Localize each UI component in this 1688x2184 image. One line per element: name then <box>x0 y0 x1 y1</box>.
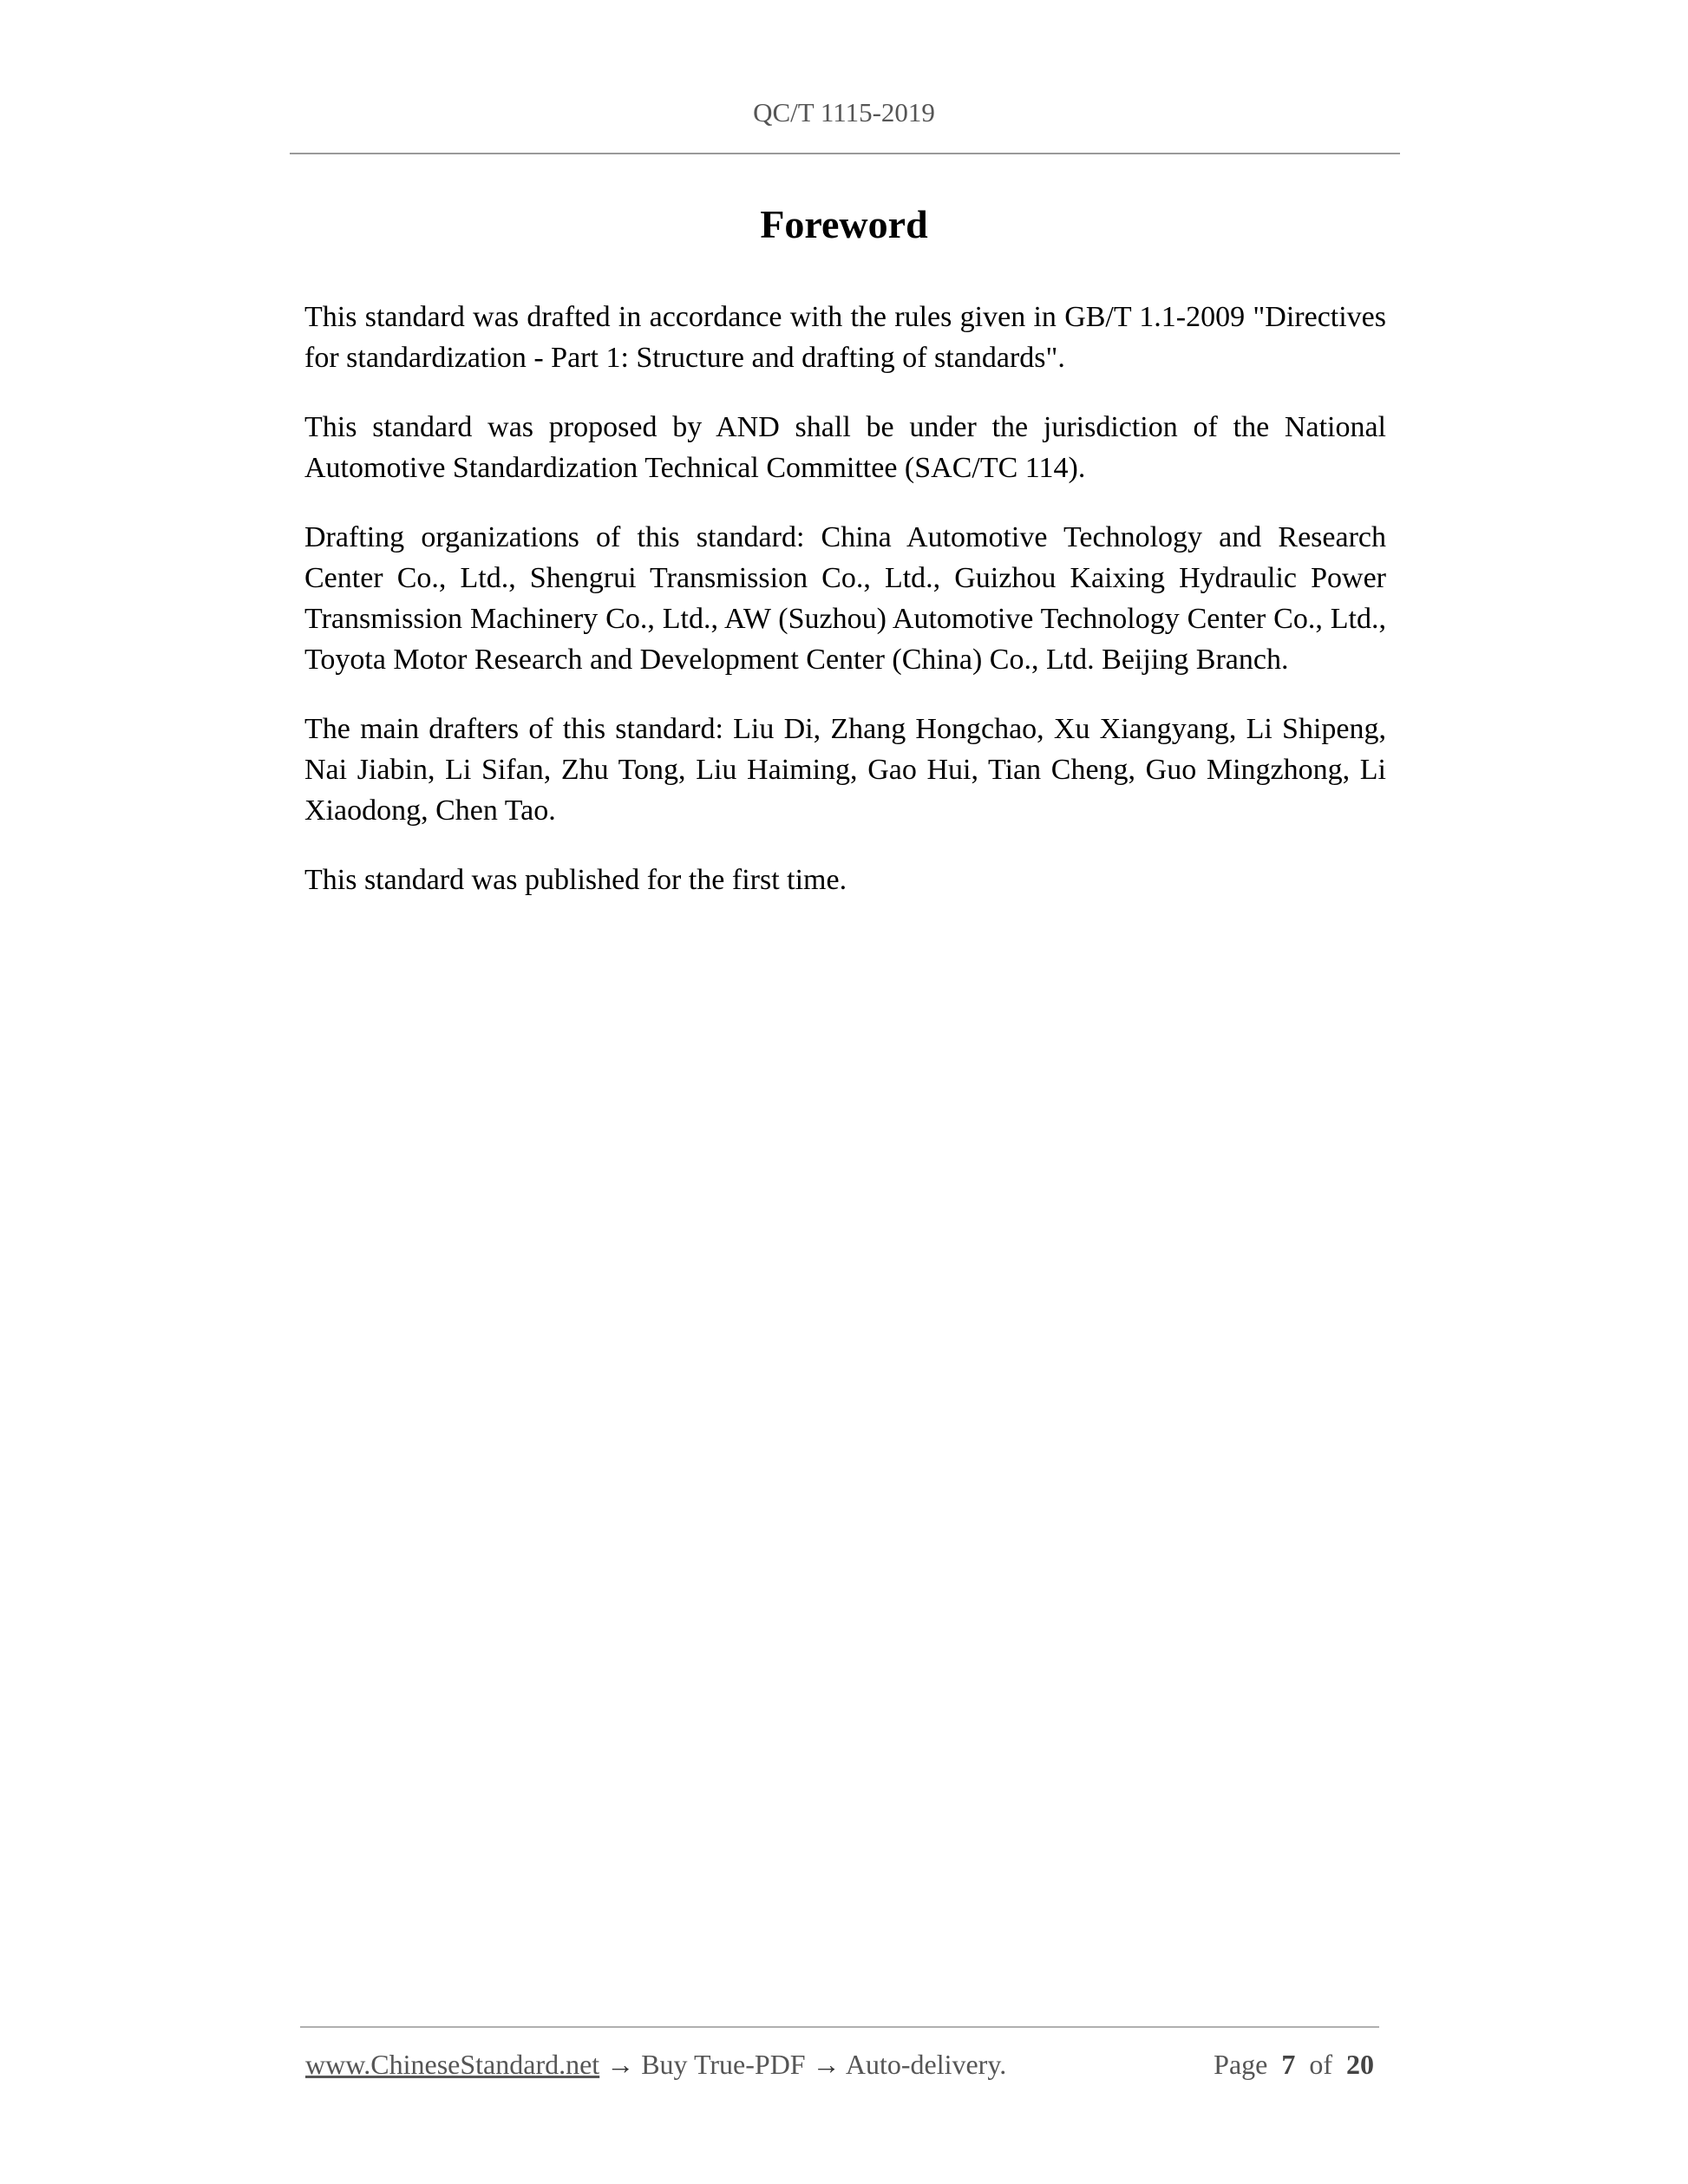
paragraph-drafting-rules: This standard was drafted in accordance with the rules given in GB/T 1.1-2009 "Directives for standardization - Part 1: Structure and drafting of standards". <box>304 301 1386 374</box>
paragraph-main-drafters: The main drafters of this standard: Liu Di, Zhang Hongchao, Xu Xiangyang, Li Shipeng, Nai Jiabin, Li Sifan, Zhu Tong, Liu Haiming, Gao Hui, Tian Cheng, Guo Mingzhong, Li Xiaodong, Chen Tao. <box>304 713 1386 827</box>
of-label: of <box>1309 2049 1332 2080</box>
footer-divider <box>300 2026 1379 2028</box>
auto-delivery-text: Auto-delivery. <box>845 2049 1007 2080</box>
current-page-number: 7 <box>1281 2049 1296 2080</box>
footer-promo <box>305 2049 1006 2081</box>
page-label: Page <box>1214 2049 1268 2080</box>
site-link[interactable]: www.ChineseStandard.net <box>305 2049 600 2080</box>
total-page-count: 20 <box>1346 2049 1374 2080</box>
page-title: Foreword <box>760 202 928 246</box>
page-indicator <box>1214 2049 1374 2081</box>
paragraph-jurisdiction: This standard was proposed by AND shall be under the jurisdiction of the National Automotive Standardization Technical Committee (SAC/TC 114). <box>304 411 1386 484</box>
paragraph-drafting-organizations: Drafting organizations of this standard: China Automotive Technology and Research Center Co., Ltd., Shengrui Transmission Co., Ltd., Guizhou Kaixing Hydraulic Power Transmission Machinery Co., Ltd., AW (Suzhou) Automotive Technology Center Co., Ltd., Toyota Motor Research and Development Center (China) Co., Ltd. Beijing Branch. <box>304 521 1386 676</box>
paragraph-first-publication: This standard was published for the first time. <box>304 864 847 896</box>
foreword-body <box>304 297 1386 929</box>
arrow-right-icon: → <box>606 2049 635 2080</box>
buy-true-pdf-text: Buy True-PDF <box>641 2049 806 2080</box>
arrow-right-icon: → <box>812 2049 841 2080</box>
header-divider <box>290 153 1400 154</box>
document-code: QC/T 1115-2019 <box>753 97 935 128</box>
